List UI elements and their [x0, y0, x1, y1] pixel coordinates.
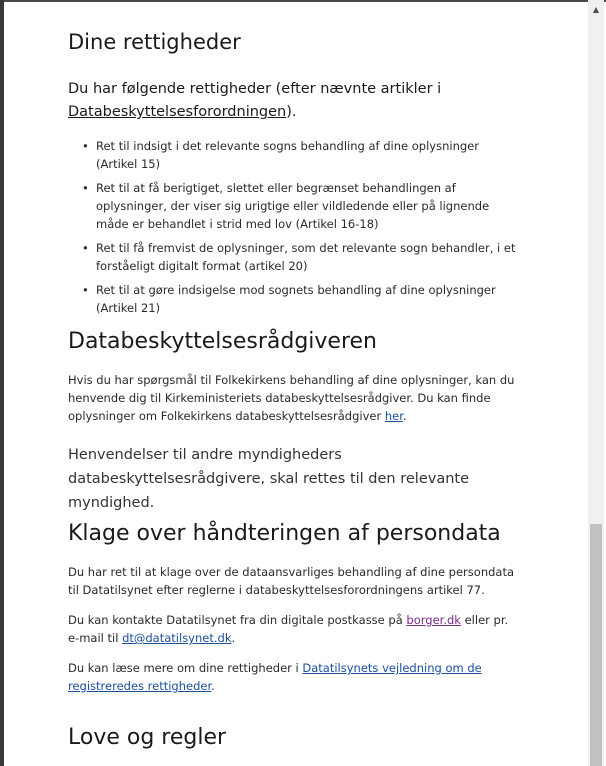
borger-dk-link[interactable]: borger.dk [406, 613, 461, 627]
rights-list-item: • Ret til indsigt i det relevante sogns behandling af dine oplysninger (Artikel 15) [80, 137, 516, 173]
gdpr-link[interactable]: Databeskyttelsesforordningen [68, 104, 287, 120]
rights-lead [68, 78, 523, 124]
complaint-p2-end: . [231, 631, 236, 645]
scrollbar-thumb[interactable] [590, 524, 602, 766]
vertical-scrollbar[interactable] [588, 0, 604, 766]
rights-heading: Dine rettigheder [68, 30, 241, 54]
datatilsynet-guide-link[interactable]: Datatilsynets vejledning om de registreredes rettigheder [68, 661, 482, 693]
rights-list-item: • Ret til at få berigtiget, slettet eller begrænset behandlingen af oplysninger, der viser sig urigtige eller vildledende eller på lignende måde er behandlet i strid med lov (Artikel 16-18) [80, 179, 516, 233]
window-top-edge [0, 0, 606, 2]
complaint-paragraph-3 [68, 659, 518, 695]
complaint-p3-end: . [211, 679, 215, 693]
complaint-p2-text: Du kan kontakte Datatilsynet fra din digitale postkasse på [68, 613, 407, 627]
rights-list [80, 137, 516, 323]
rights-list-item: • Ret til få fremvist de oplysninger, som det relevante sogn behandler, i et forståeligt digitalt format (artikel 20) [80, 239, 516, 275]
complaint-p2-middle: eller pr. e-mail til [68, 613, 509, 645]
dpo-here-link[interactable]: her [384, 409, 403, 423]
complaint-paragraph-1: Du har ret til at klage over de dataansvarliges behandling af dine persondata til Datatilsynet efter reglerne i databeskyttelsesforordningens artikel 77. [68, 565, 515, 597]
dpo-paragraph [68, 371, 518, 425]
dpo-other-authorities: Henvendelser til andre myndigheders databeskyttelsesrådgivere, skal rettes til den relevante myndighed. [68, 447, 470, 511]
datatilsynet-email-link[interactable]: dt@datatilsynet.dk [122, 631, 232, 645]
dpo-paragraph-text: Hvis du har spørgsmål til Folkekirkens behandling af dine oplysninger, kan du henvende dig til Kirkeministeriets databeskyttelsesrådgiver. Du kan finde oplysninger om Folkekirkens databeskyttelsesrådgiver [68, 373, 515, 423]
scroll-up-arrow-icon[interactable]: ▲ [592, 4, 600, 14]
complaint-heading: Klage over håndteringen af persondata [68, 521, 501, 546]
complaint-p3-text: Du kan læse mere om dine rettigheder i [68, 661, 303, 675]
dpo-heading: Databeskyttelsesrådgiveren [68, 329, 377, 354]
rights-lead-end: ). [286, 104, 297, 120]
window-left-edge [0, 0, 4, 766]
rights-list-item: • Ret til at gøre indsigelse mod sognets behandling af dine oplysninger (Artikel 21) [80, 281, 516, 317]
rights-lead-text: Du har følgende rettigheder (efter nævnte artikler i [68, 81, 442, 97]
complaint-paragraph-2 [68, 611, 518, 647]
laws-heading: Love og regler [68, 725, 227, 750]
dpo-paragraph-end: . [402, 409, 407, 423]
